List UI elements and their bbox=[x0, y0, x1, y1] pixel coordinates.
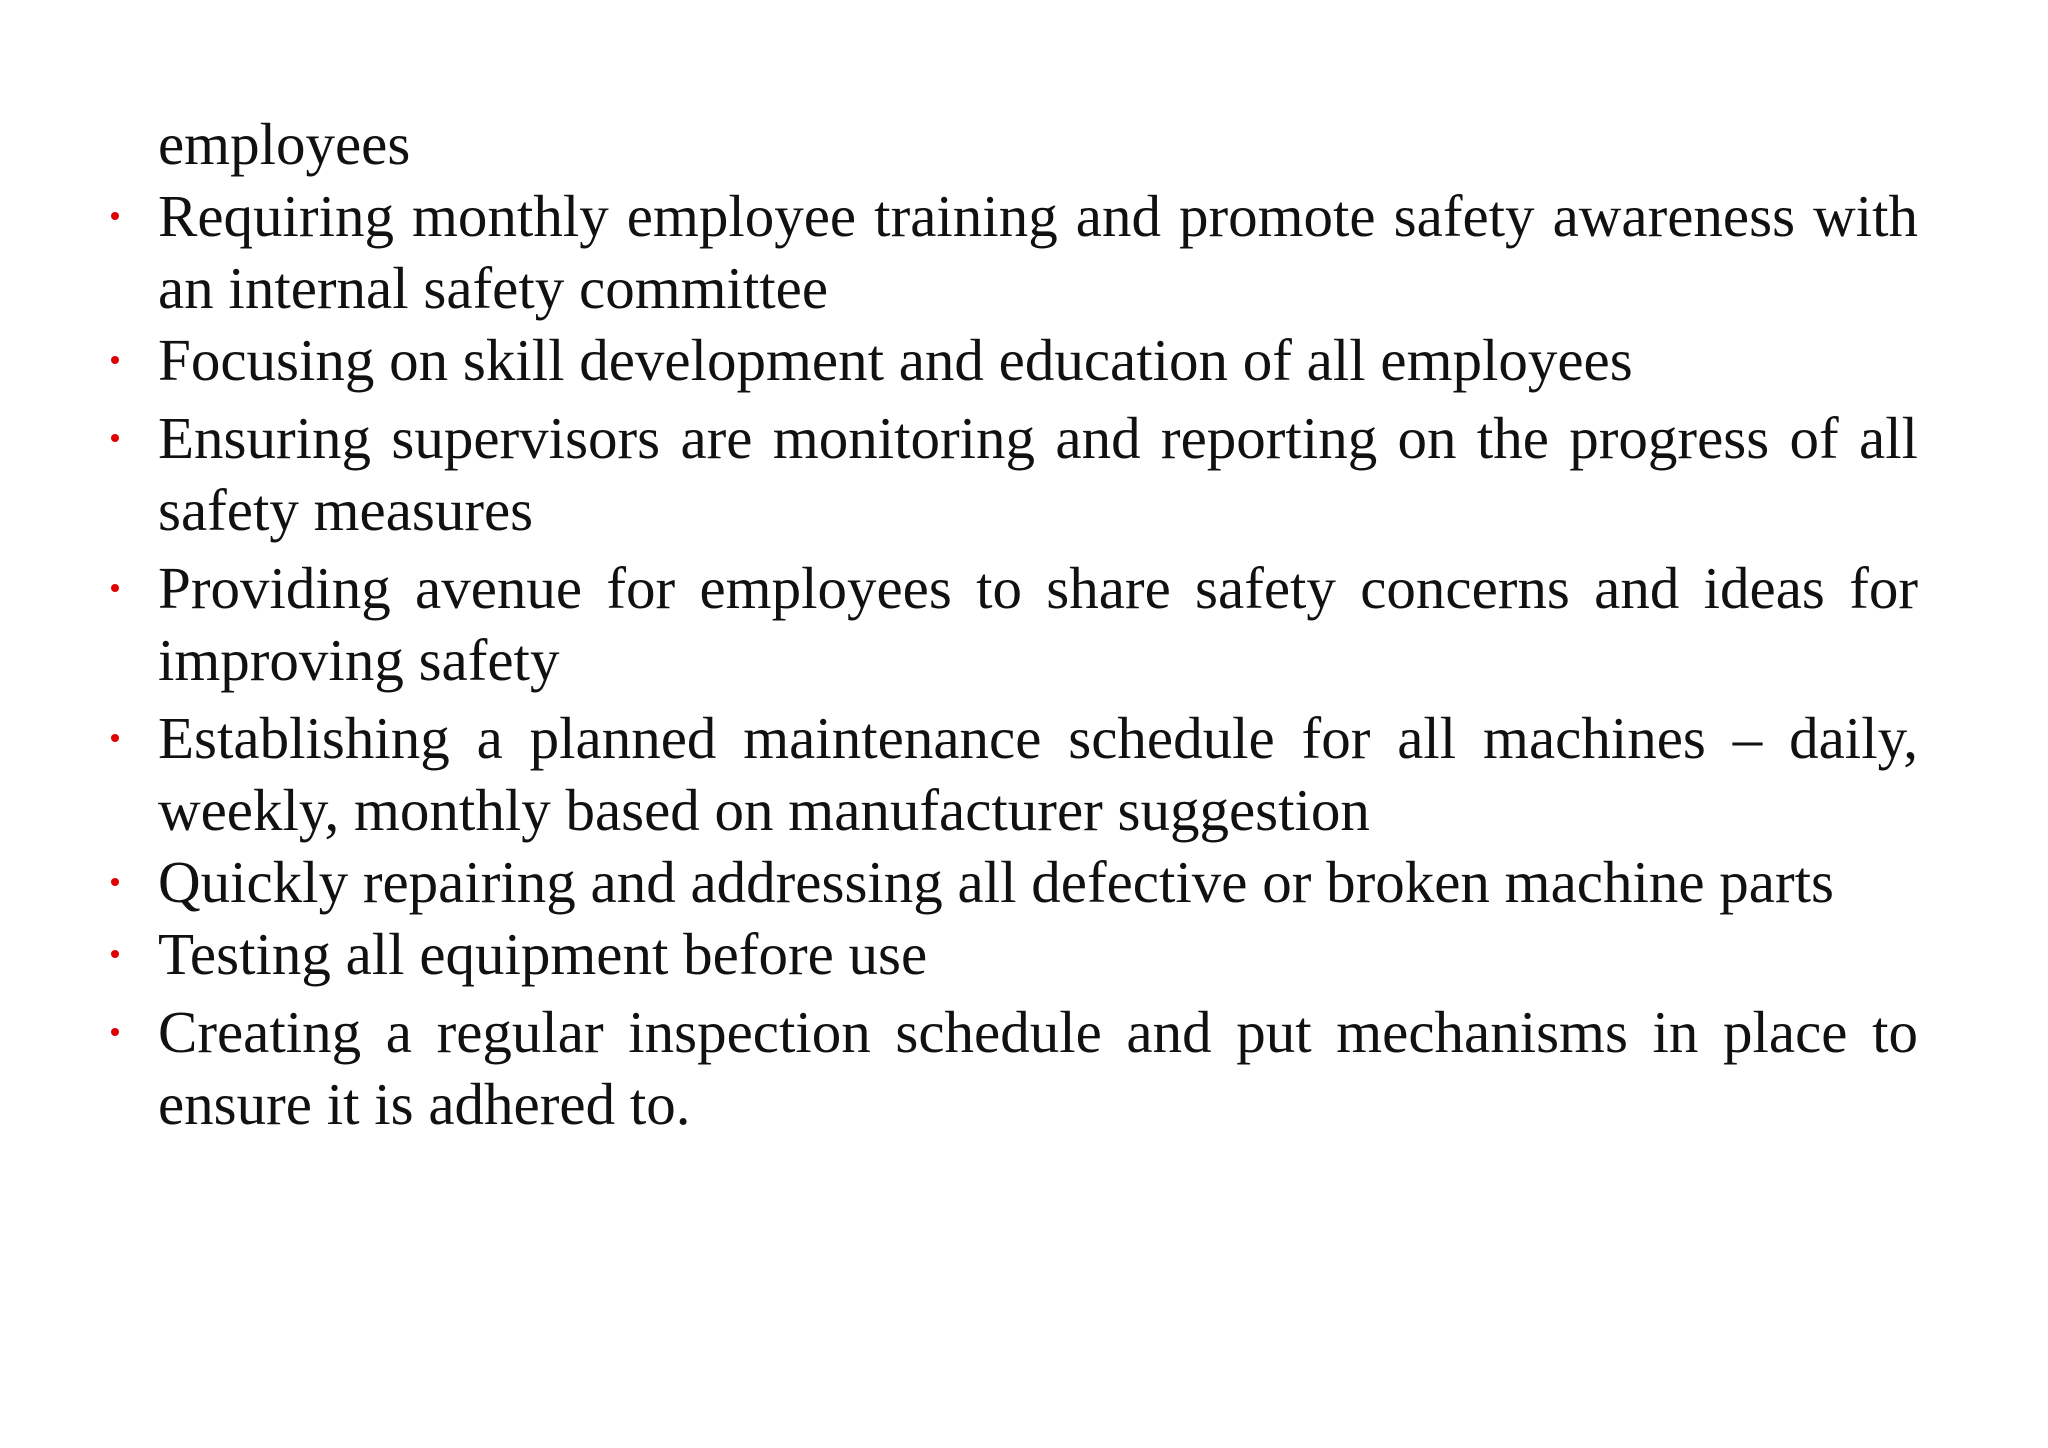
bullet-text-body bbox=[158, 108, 1918, 1140]
list-item-text: Testing all equipment before use bbox=[158, 921, 928, 987]
list-item-text: Ensuring supervisors are monitoring and reporting on the progress of all safety measures bbox=[158, 405, 1918, 543]
bullet-dot-icon bbox=[111, 552, 121, 624]
list-item bbox=[158, 324, 1918, 396]
list-item-text: Focusing on skill development and education of all employees bbox=[158, 327, 1633, 393]
list-item bbox=[158, 180, 1918, 324]
list-item bbox=[158, 918, 1918, 990]
bullet-dot-icon bbox=[111, 402, 121, 474]
bullet-dot-icon bbox=[111, 846, 121, 918]
list-item bbox=[158, 702, 1918, 846]
bullet-dot-icon bbox=[111, 918, 121, 990]
list-item bbox=[158, 402, 1918, 546]
list-item bbox=[158, 552, 1918, 696]
list-item-text: Quickly repairing and addressing all defective or broken machine parts bbox=[158, 849, 1834, 915]
bullet-dot-icon bbox=[111, 180, 121, 252]
bullet-dot-icon bbox=[111, 324, 121, 396]
continuation-text: employees bbox=[158, 111, 411, 177]
bullet-list bbox=[158, 180, 1918, 1140]
list-item-text: Requiring monthly employee training and promote safety awareness with an internal safety committee bbox=[158, 183, 1918, 321]
bullet-dot-icon bbox=[111, 702, 121, 774]
bullet-dot-icon bbox=[111, 996, 121, 1068]
list-item-text: Providing avenue for employees to share safety concerns and ideas for improving safety bbox=[158, 555, 1918, 693]
list-item bbox=[158, 846, 1918, 918]
list-item bbox=[158, 996, 1918, 1140]
list-item-text: Creating a regular inspection schedule and put mechanisms in place to ensure it is adhered to. bbox=[158, 999, 1918, 1137]
list-item-text: Establishing a planned maintenance schedule for all machines – daily, weekly, monthly based on manufacturer suggestion bbox=[158, 705, 1918, 843]
